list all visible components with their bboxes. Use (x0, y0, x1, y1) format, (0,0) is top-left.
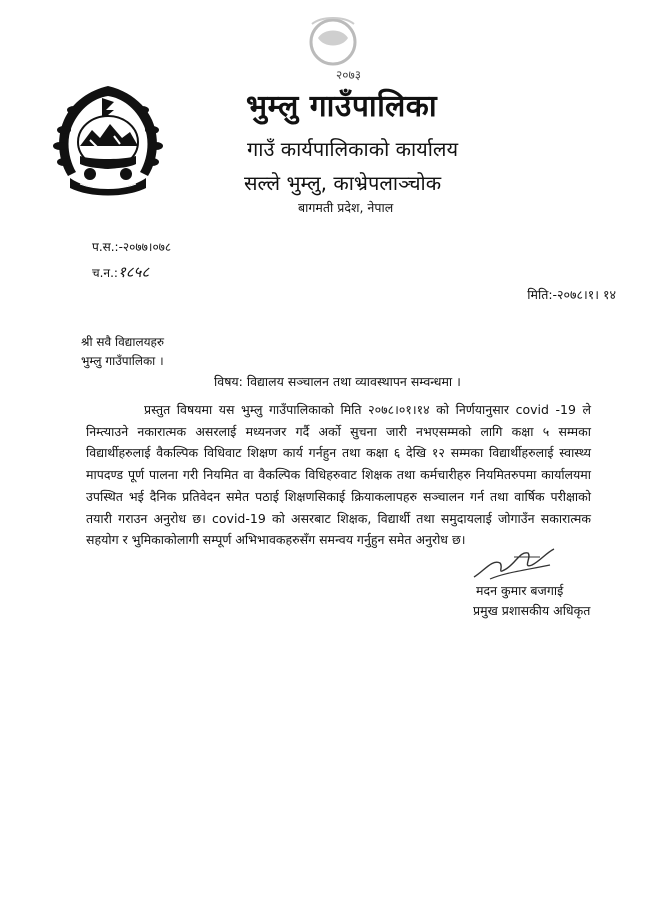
letter-date: मिति:-२०७८।१। १४ (527, 287, 616, 302)
signature-icon (470, 543, 560, 583)
nepal-emblem-icon (50, 80, 166, 198)
recipient-line-2: भुम्लु गाउँपालिका । (81, 354, 164, 368)
office-name: भुम्लु गाउँपालिका (246, 89, 438, 124)
chalani-value: १८५८ (117, 263, 150, 281)
chalani-label: च.न.: (92, 266, 118, 280)
recipient-line-1: श्री सवै विद्यालयहरु (81, 335, 165, 349)
signatory-title: प्रमुख प्रशासकीय अधिकृत (473, 603, 591, 618)
letter-subject: विषय: विद्यालय सञ्चालन तथा व्यावस्थापन सम्वन्धमा । (214, 374, 461, 389)
stamp-year: २०७३ (336, 68, 361, 82)
office-address: सल्ले भुम्लु, काभ्रेपलाञ्चोक (244, 171, 442, 195)
letter-body: प्रस्तुत विषयमा यस भुम्लु गाउँपालिकाको मिति २०७८।०१।१४ को निर्णयानुसार covid -19 ले निम्त्याउने नकारात्मक असरलाई मध्यनजर गर्दै अर्को सुचना जारी नभएसम्मको लागि कक्षा ५ सम्मका विद्यार्थीहरुलाई वैकल्पिक विधिवाट शिक्षण कार्य गर्नहुन तथा कक्षा ६ देखि १२ सम्मका विद्यार्थीहरुलाई स्वास्थ्य मापदण्ड पूर्ण पालना गरी नियमित वा वैकल्पिक विधिहरुवाट शिक्षक तथा कर्मचारीहरु नियमितरुपमा कार्यालयमा उपस्थित भई दैनिक प्रतिवेदन समेत पठाई शिक्षणसिकाई क्रियाकलापहरु सञ्चालन गर्न तथा वार्षिक परीक्षाको तयारी गराउन अनुरोध छ। covid-19 को असरबाट शिक्षक, विद्यार्थी तथा समुदायलाई जोगाउँन सकारात्मक सहयोग र भुमिकाकोलागी सम्पूर्ण अभिभावकहरुसँग समन्वय गर्नुहुन समेत अनुरोध छ। (86, 402, 591, 548)
executive-office-title: गाउँ कार्यपालिकाको कार्यालय (247, 137, 459, 161)
province-line: बागमती प्रदेश, नेपाल (298, 200, 394, 215)
chalani-number (92, 262, 149, 282)
reference-number: प.स.:-२०७७।०७८ (92, 240, 172, 254)
signatory-name: मदन कुमार बजगाई (476, 583, 564, 598)
